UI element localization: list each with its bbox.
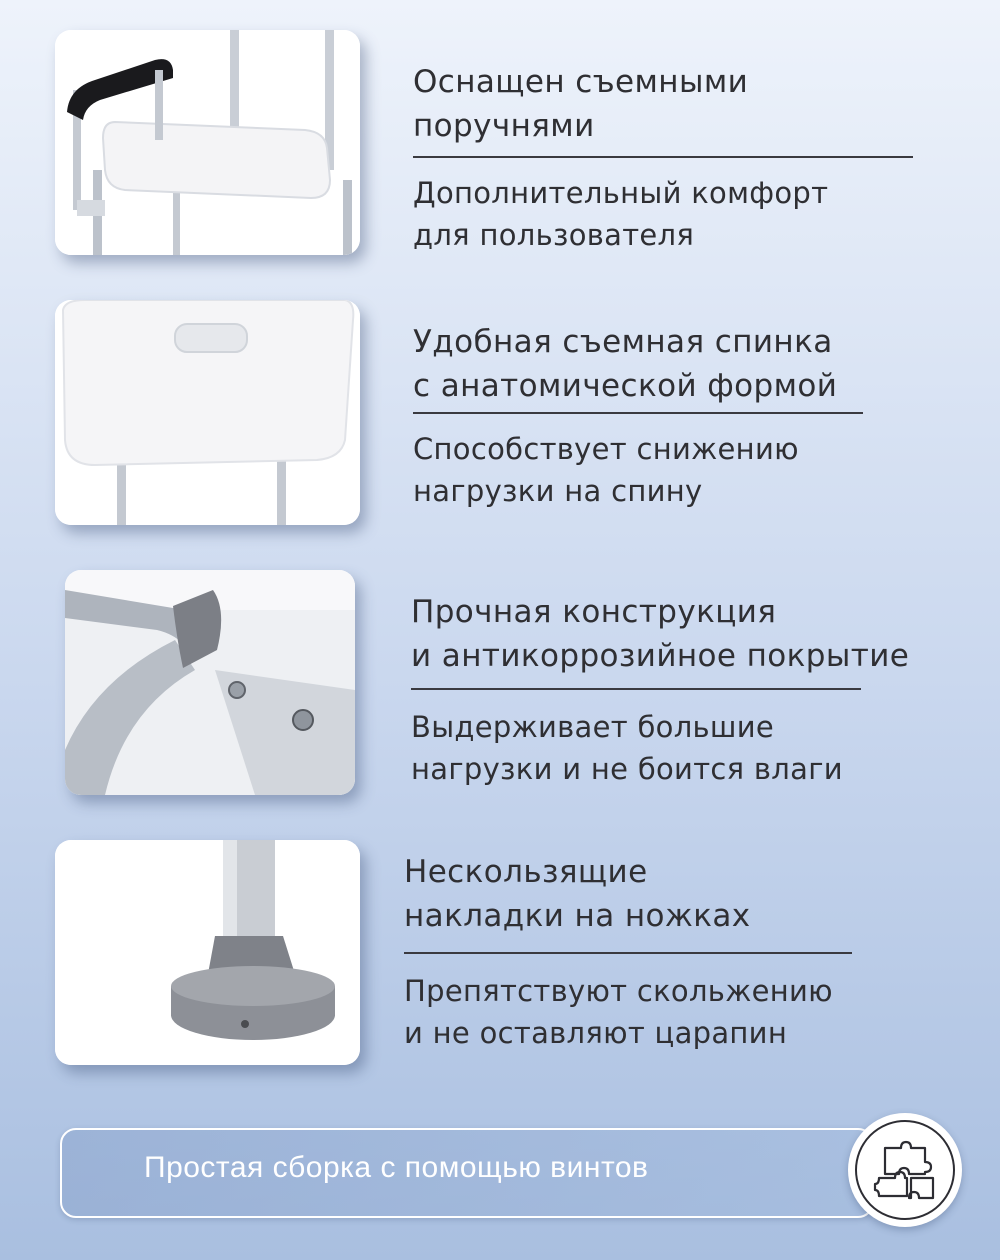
armrest-chair-image: [55, 30, 360, 255]
feature-1-description: Дополнительный комфорт для пользователя: [413, 176, 829, 252]
feature-1-title: Оснащен съемными поручнями: [413, 64, 749, 144]
feature-1-divider: [413, 156, 913, 158]
feature-4-title: Нескользящие накладки на ножках: [404, 854, 751, 934]
assembly-banner-text: Простая сборка с помощью винтов: [144, 1151, 649, 1184]
feature-3-title: Прочная конструкция и антикоррозийное покрытие: [411, 594, 910, 674]
feature-3-description: Выдерживает большие нагрузки и не боится влаги: [411, 710, 843, 786]
assembly-banner: [60, 1128, 874, 1218]
backrest-image: [55, 300, 360, 525]
puzzle-icon: [855, 1120, 955, 1220]
rubber-leg-tip-image: [55, 840, 360, 1065]
puzzle-badge: [848, 1113, 962, 1227]
feature-2-description: Способствует снижению нагрузки на спину: [413, 432, 799, 508]
feature-3-divider: [411, 688, 861, 690]
feature-2-divider: [413, 412, 863, 414]
feature-2-title: Удобная съемная спинка с анатомической формой: [413, 324, 838, 404]
frame-joint-image: [65, 570, 355, 795]
feature-4-divider: [404, 952, 852, 954]
feature-4-description: Препятствуют скольжению и не оставляют царапин: [404, 974, 833, 1050]
